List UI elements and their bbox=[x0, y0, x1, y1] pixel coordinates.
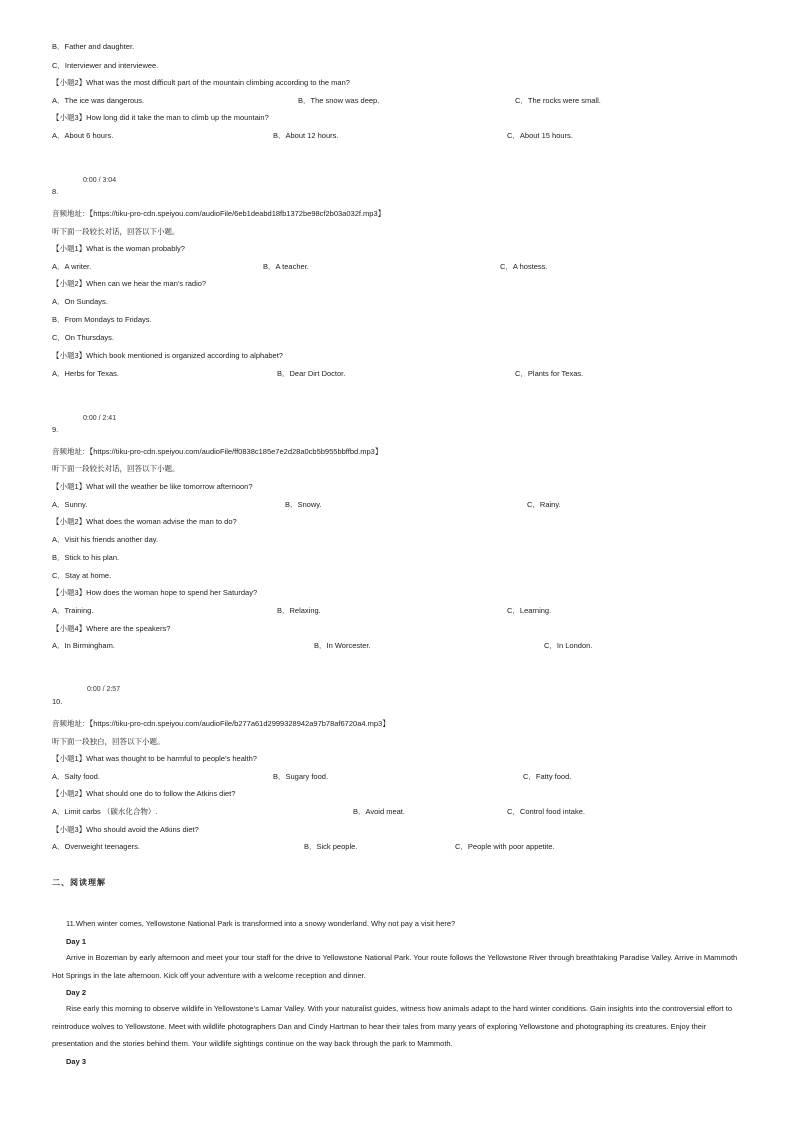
sub-question-4: 【小题4】Where are the speakers? bbox=[52, 624, 171, 633]
option-b: B．Sugary food. bbox=[273, 772, 329, 781]
option-c: C．Learning. bbox=[507, 606, 552, 615]
sub-question-3: 【小题3】How does the woman hope to spend her Saturday? bbox=[52, 588, 258, 597]
option-a: A．Sunny. bbox=[52, 500, 88, 509]
option-b: B．Father and daughter. bbox=[52, 42, 135, 51]
option-a: A．Visit his friends another day. bbox=[52, 535, 159, 544]
question-number: 10. bbox=[52, 697, 63, 706]
option-b: B．From Mondays to Fridays. bbox=[52, 315, 152, 324]
sub-question-3: 【小题3】How long did it take the man to climb up the mountain? bbox=[52, 113, 269, 122]
audio-url: 音频地址：【https://tiku-pro-cdn.speiyou.com/audioFile/b277a61d2999328942a97b78af6720a4.mp3】 bbox=[52, 719, 390, 728]
passage-intro: 11.When winter comes, Yellowstone National Park is transformed into a snowy wonderland. Why not pay a visit here? bbox=[66, 919, 456, 928]
instruction: 听下面一段较长对话，回答以下小题。 bbox=[52, 227, 180, 236]
day-2-paragraph: Rise early this morning to observe wildlife in Yellowstone’s Lamar Valley. With your naturalist guides, witness how animals adapt to the hard winter conditions. Gain insights into the controversial effort to reintroduce wolves to Yellowstone. Meet with wildlife photographers Dan and Cindy Hartman to hear their tales from many years of exploring Yellowstone and photographing its creatures. Enjoy their presentation and the stories behind them. Your wildlife sightings continue on the way back through the park to Mammoth. bbox=[52, 1004, 733, 1048]
option-c: C．Fatty food. bbox=[523, 772, 572, 781]
option-c: C．In London. bbox=[544, 641, 593, 650]
option-b: B．The snow was deep. bbox=[298, 96, 380, 105]
sub-question-2: 【小题2】What should one do to follow the Atkins diet? bbox=[52, 789, 236, 798]
option-b: B．Avoid meat. bbox=[353, 807, 405, 816]
option-c: C．Rainy. bbox=[527, 500, 561, 509]
sub-question-2: 【小题2】What was the most difficult part of the mountain climbing according to the man? bbox=[52, 78, 350, 87]
option-a: A．Herbs for Texas. bbox=[52, 369, 119, 378]
option-c: C．About 15 hours. bbox=[507, 131, 573, 140]
sub-question-1: 【小题1】What will the weather be like tomorrow afternoon? bbox=[52, 482, 253, 491]
option-a: A．Training. bbox=[52, 606, 94, 615]
day-1-paragraph: Arrive in Bozeman by early afternoon and meet your tour staff for the drive to Yellowstone National Park. Your route follows the Yellowstone River through breathtaking Paradise Valley. Arrive in Mammoth Hot Springs in the late afternoon. Kick off your adventure with a welcome reception and dinner. bbox=[52, 953, 738, 980]
audio-player-time[interactable]: 0:00 / 3:04 bbox=[83, 177, 117, 184]
sub-question-1: 【小题1】What is the woman probably? bbox=[52, 244, 185, 253]
instruction: 听下面一段独白，回答以下小题。 bbox=[52, 737, 165, 746]
section-title: 二、阅读理解 bbox=[52, 877, 106, 887]
option-c: C．A hostess. bbox=[500, 262, 548, 271]
option-a: A．The ice was dangerous. bbox=[52, 96, 145, 105]
option-c: C．On Thursdays. bbox=[52, 333, 114, 342]
sub-question-2: 【小题2】What does the woman advise the man to do? bbox=[52, 517, 237, 526]
day-2-heading: Day 2 bbox=[66, 988, 87, 997]
sub-question-3: 【小题3】Who should avoid the Atkins diet? bbox=[52, 825, 199, 834]
audio-url: 音频地址：【https://tiku-pro-cdn.speiyou.com/audioFile/6eb1deabd18fb1372be98cf2b03a032f.mp3】 bbox=[52, 209, 386, 218]
option-c: C．Plants for Texas. bbox=[515, 369, 584, 378]
option-b: B．Stick to his plan. bbox=[52, 553, 120, 562]
option-b: B．Dear Dirt Doctor. bbox=[277, 369, 346, 378]
option-a: A．About 6 hours. bbox=[52, 131, 114, 140]
option-a: A．Overweight teenagers. bbox=[52, 842, 140, 851]
option-c: C．The rocks were small. bbox=[515, 96, 601, 105]
option-a: A．On Sundays. bbox=[52, 297, 108, 306]
option-c: C．Stay at home. bbox=[52, 571, 112, 580]
option-a: A．Salty food. bbox=[52, 772, 100, 781]
option-a: A．Limit carbs （碳水化合物）. bbox=[52, 807, 158, 816]
day-3-heading: Day 3 bbox=[66, 1057, 87, 1066]
sub-question-2: 【小题2】When can we hear the man’s radio? bbox=[52, 279, 207, 288]
sub-question-3: 【小题3】Which book mentioned is organized according to alphabet? bbox=[52, 351, 283, 360]
option-a: A．A writer. bbox=[52, 262, 92, 271]
audio-player-time[interactable]: 0:00 / 2:41 bbox=[83, 415, 117, 422]
option-c: C．People with poor appetite. bbox=[455, 842, 555, 851]
audio-player-time[interactable]: 0:00 / 2:57 bbox=[87, 686, 121, 693]
question-number: 8. bbox=[52, 187, 59, 196]
day-1-heading: Day 1 bbox=[66, 937, 87, 946]
question-number: 9. bbox=[52, 425, 59, 434]
audio-url: 音频地址：【https://tiku-pro-cdn.speiyou.com/audioFile/ff0838c185e7e2d28a0cb5b955bbffbd.mp3】 bbox=[52, 447, 383, 456]
option-b: B．In Worcester. bbox=[314, 641, 371, 650]
option-c: C．Control food intake. bbox=[507, 807, 585, 816]
sub-question-1: 【小题1】What was thought to be harmful to people’s health? bbox=[52, 754, 257, 763]
option-b: B．Sick people. bbox=[304, 842, 358, 851]
option-a: A．In Birmingham. bbox=[52, 641, 115, 650]
option-c: C．Interviewer and interviewee. bbox=[52, 61, 159, 70]
option-b: B．A teacher. bbox=[263, 262, 309, 271]
option-b: B．About 12 hours. bbox=[273, 131, 339, 140]
option-b: B．Relaxing. bbox=[277, 606, 321, 615]
option-b: B．Snowy. bbox=[285, 500, 322, 509]
instruction: 听下面一段较长对话，回答以下小题。 bbox=[52, 464, 180, 473]
